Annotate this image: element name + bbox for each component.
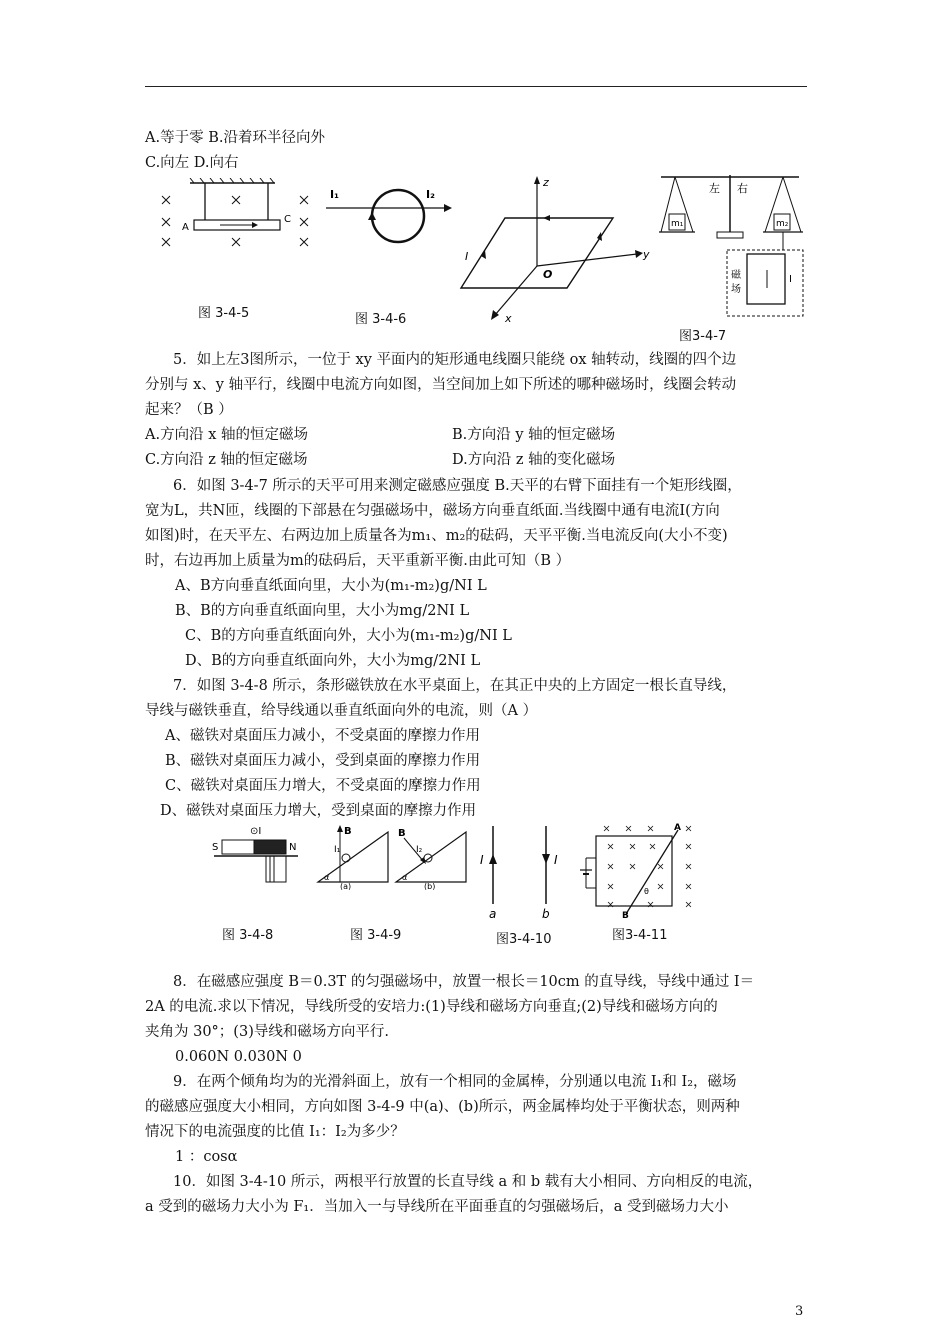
caption-3-4-6: 图 3-4-6 — [355, 312, 407, 327]
q5-line-3: 起来？（B ） — [145, 402, 233, 418]
label-b-b: B — [398, 828, 406, 839]
q6-option-b: B、B的方向垂直纸面向里，大小为mg/2NI L — [175, 603, 470, 619]
label-c: C — [284, 214, 291, 225]
label-right: 右 — [737, 182, 748, 195]
label-i-b: I — [554, 853, 558, 867]
caption-3-4-9: 图 3-4-9 — [350, 928, 402, 943]
q5-option-a: A.方向沿 x 轴的恒定磁场 — [145, 427, 308, 443]
q7-line-1: 7．如图 3-4-8 所示，条形磁铁放在水平桌面上，在其正中央的上方固定一根长直导线， — [173, 678, 737, 694]
q9-line-3: 情况下的电流强度的比值 I₁：I₂为多少？ — [145, 1124, 405, 1140]
label-a: A — [182, 222, 189, 233]
label-i: I — [465, 250, 469, 263]
q7-option-c: C、磁铁对桌面压力增大，不受桌面的摩擦力作用 — [165, 778, 481, 794]
q6-option-c: C、B的方向垂直纸面向外，大小为(m₁-m₂)g/NI L — [185, 628, 512, 644]
q7-option-b: B、磁铁对桌面压力减小，受到桌面的摩擦力作用 — [165, 753, 481, 769]
figure-3-4-8 — [210, 822, 305, 884]
label-fig-a: (a) — [340, 882, 352, 890]
figure-3-4-6 — [322, 178, 457, 263]
figure-3-4-11 — [578, 818, 700, 918]
label-alpha-a: α — [324, 873, 330, 882]
label-i2: I₂ — [426, 188, 435, 201]
axis-x: x — [505, 312, 512, 325]
label-field-2: 场 — [731, 284, 741, 295]
label-n: N — [289, 842, 297, 853]
q6-option-a: A、B方向垂直纸面向里，大小为(m₁-m₂)g/NI L — [175, 578, 487, 594]
q7-option-d: D、磁铁对桌面压力增大，受到桌面的摩擦力作用 — [160, 803, 477, 819]
figure-3-4-10 — [478, 822, 568, 920]
q9-answer: 1 ：cosα — [175, 1149, 238, 1165]
label-i2: I₂ — [416, 845, 423, 855]
caption-3-4-7: 图3-4-7 — [679, 329, 727, 344]
label-left: 左 — [709, 182, 720, 195]
label-m1: m₁ — [671, 219, 684, 229]
q5-option-b: B.方向沿 y 轴的恒定磁场 — [452, 427, 616, 443]
label-b: B — [622, 911, 629, 918]
label-theta: θ — [644, 887, 649, 896]
axis-y: y — [643, 248, 650, 261]
label-alpha-b: α — [402, 873, 408, 882]
q10-line-2: a 受到的磁场力大小为 F₁．当加入一与导线所在平面垂直的匀强磁场后，a 受到磁场力大小 — [145, 1199, 729, 1215]
q8-line-3: 夹角为 30°；(3)导线和磁场方向平行. — [145, 1024, 389, 1040]
label-i: I — [789, 274, 792, 285]
page-number: 3 — [795, 1304, 804, 1319]
label-a: A — [674, 823, 681, 833]
caption-3-4-8: 图 3-4-8 — [222, 928, 274, 943]
caption-3-4-5: 图 3-4-5 — [198, 306, 250, 321]
label-i-a: I — [480, 853, 484, 867]
q6-line-2: 宽为L，共N匝，线圈的下部悬在匀强磁场中，磁场方向垂直纸面.当线圈中通有电流I(方向 — [145, 503, 720, 519]
q5-option-d: D.方向沿 z 轴的变化磁场 — [452, 452, 616, 468]
label-wire-b: b — [542, 907, 550, 920]
caption-3-4-11: 图3-4-11 — [612, 928, 668, 943]
q7-option-a: A、磁铁对桌面压力减小，不受桌面的摩擦力作用 — [165, 728, 480, 744]
label-wire-a: a — [489, 907, 497, 920]
q8-line-1: 8．在磁感应强度 B＝0.3T 的匀强磁场中，放置一根长＝10cm 的直导线，导线中通过 I＝ — [173, 974, 755, 990]
q5-line-2: 分别与 x、y 轴平行，线圈中电流方向如图，当空间加上如下所述的哪种磁场时，线圈会转动 — [145, 377, 737, 393]
q6-line-3: 如图)时，在天平左、右两边加上质量各为m₁、m₂的砝码，天平平衡.当电流反向(大小不变) — [145, 528, 728, 544]
label-field-1: 磁 — [731, 270, 741, 281]
label-current: ⊙I — [250, 826, 262, 837]
q6-line-1: 6．如图 3-4-7 所示的天平可用来测定磁感应强度 B.天平的右臂下面挂有一个矩形线圈， — [173, 478, 742, 494]
q8-answer: 0.060N 0.030N 0 — [175, 1049, 302, 1065]
q10-line-1: 10．如图 3-4-10 所示，两根平行放置的长直导线 a 和 b 载有大小相同、方向相反的电流， — [173, 1174, 763, 1190]
label-i1: I₁ — [330, 188, 339, 201]
q6-line-4: 时，右边再加上质量为m的砝码后，天平重新平衡.由此可知（B ） — [145, 553, 571, 569]
q7-line-2: 导线与磁铁垂直，给导线通以垂直纸面向外的电流，则（A ） — [145, 703, 538, 719]
label-m2: m₂ — [776, 219, 789, 229]
q9-line-1: 9．在两个倾角均为的光滑斜面上，放有一个相同的金属棒，分别通以电流 I₁和 I₂，磁场 — [173, 1074, 737, 1090]
q4-option-line-2: C.向左 D.向右 — [145, 155, 239, 171]
q6-option-d: D、B的方向垂直纸面向外，大小为mg/2NI L — [185, 653, 481, 669]
label-s: S — [212, 842, 219, 853]
figure-3-4-7 — [655, 170, 805, 322]
caption-3-4-10: 图3-4-10 — [496, 932, 552, 947]
q4-option-line-1: A.等于零 B.沿着环半径向外 — [145, 130, 325, 146]
origin-o: O — [543, 268, 553, 281]
label-i1: I₁ — [334, 845, 341, 855]
figure-3-4-9 — [312, 822, 472, 890]
label-b-a: B — [344, 826, 352, 837]
q8-line-2: 2A 的电流.求以下情况，导线所受的安培力:(1)导线和磁场方向垂直;(2)导线和磁场方向的 — [145, 999, 718, 1015]
label-fig-b: (b) — [424, 882, 436, 890]
figure-3d-axes — [455, 170, 655, 325]
q5-option-c: C.方向沿 z 轴的恒定磁场 — [145, 452, 308, 468]
q5-line-1: 5．如上左3图所示，一位于 xy 平面内的矩形通电线圈只能绕 ox 轴转动，线圈的四个边 — [173, 352, 737, 368]
figure-3-4-5 — [150, 178, 320, 258]
axis-z: z — [543, 176, 549, 189]
q9-line-2: 的磁感应强度大小相同，方向如图 3-4-9 中(a)、(b)所示，两金属棒均处于平衡状态，则两种 — [145, 1099, 740, 1115]
header-rule — [145, 86, 807, 87]
